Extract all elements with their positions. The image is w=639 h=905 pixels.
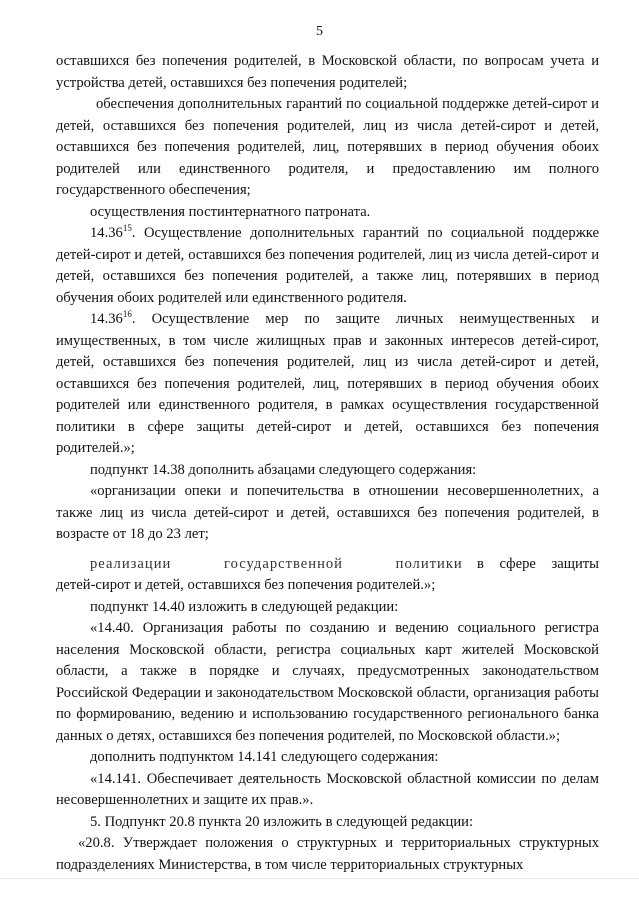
paragraph: осуществления постинтернатного патроната. — [90, 203, 371, 220]
document-body — [56, 51, 599, 876]
clause-text: . Осуществление мер по защите личных неимущественных и имущественных, в том числе жилищных прав и законных интересов детей-сирот, детей, оставшихся без попечения родителей, лиц из числа детей-сирот и детей, оставшихся без попечения родителей, лиц, потерявших в период обучения обоих родителей или единственного родителя, в рамках осуществления государственной политики в сфере защиты детей-сирот и детей, оставшихся без попечения родителей.»; — [56, 311, 599, 456]
paragraph — [56, 309, 599, 460]
paragraph: оставшихся без попечения родителей, в Московской области, по вопросам учета и устройства детей, оставшихся без попечения родителей; — [56, 53, 599, 91]
paragraph: 5. Подпункт 20.8 пункта 20 изложить в следующей редакции: — [90, 813, 474, 830]
text-span: в сфере защиты — [476, 555, 599, 572]
clause-superscript: 16 — [122, 309, 132, 319]
paragraph: подпункт 14.38 дополнить абзацами следующего содержания: — [90, 461, 477, 478]
paragraph: дополнить подпунктом 14.141 следующего содержания: — [90, 749, 439, 765]
paragraph — [56, 554, 599, 576]
clause-number: 14.36 — [90, 311, 123, 327]
page-number: 5 — [316, 24, 323, 39]
paragraph: обеспечения дополнительных гарантий по социальной поддержке детей-сирот и детей, оставшихся без попечения родителей, лиц из числа детей-сирот и детей, оставшихся без попечения родителей, лиц, потерявших в период обучения обоих родителей или единственного родителя, и предоставлению им полного государственного обеспечения; — [56, 96, 599, 198]
paragraph: подпункт 14.40 изложить в следующей редакции: — [90, 598, 399, 615]
text-span: реализации государственной политики — [90, 555, 463, 572]
clause-text: . Осуществление дополнительных гарантий по социальной поддержке детей-сирот и детей, оставшихся без попечения родителей, лиц из числа детей-сирот и детей, оставшихся без попечения родителей, а также лиц, потерявших в период обучения обоих родителей или единственного родителя. — [56, 225, 599, 306]
paragraph: детей-сирот и детей, оставшихся без попечения родителей.»; — [56, 577, 436, 593]
clause-superscript: 15 — [122, 223, 132, 233]
clause-number: 14.36 — [90, 225, 123, 241]
paragraph: «14.141. Обеспечивает деятельность Московской областной комиссии по делам несовершеннолетних и защите их прав.». — [56, 770, 599, 808]
paragraph — [56, 223, 599, 309]
paragraph: «14.40. Организация работы по созданию и ведению социального регистра населения Московской области, регистра социальных карт жителей Московской области, а также в порядке и случаях, предусмотренных законодательством Российской Федерации и законодательством Московской области, организация работы по формированию, ведению и использованию государственного регионального банка данных о детях, оставшихся без попечения родителей, по Московской области.»; — [56, 620, 599, 744]
paragraph: «20.8. Утверждает положения о структурных и территориальных структурных подразделениях Министерства, в том числе территориальных структурных — [56, 835, 599, 873]
paragraph: «организации опеки и попечительства в отношении несовершеннолетних, а также лиц из числа детей-сирот и детей, оставшихся без попечения родителей, в возрасте от 18 до 23 лет; — [56, 483, 599, 542]
page-edge — [0, 878, 639, 879]
